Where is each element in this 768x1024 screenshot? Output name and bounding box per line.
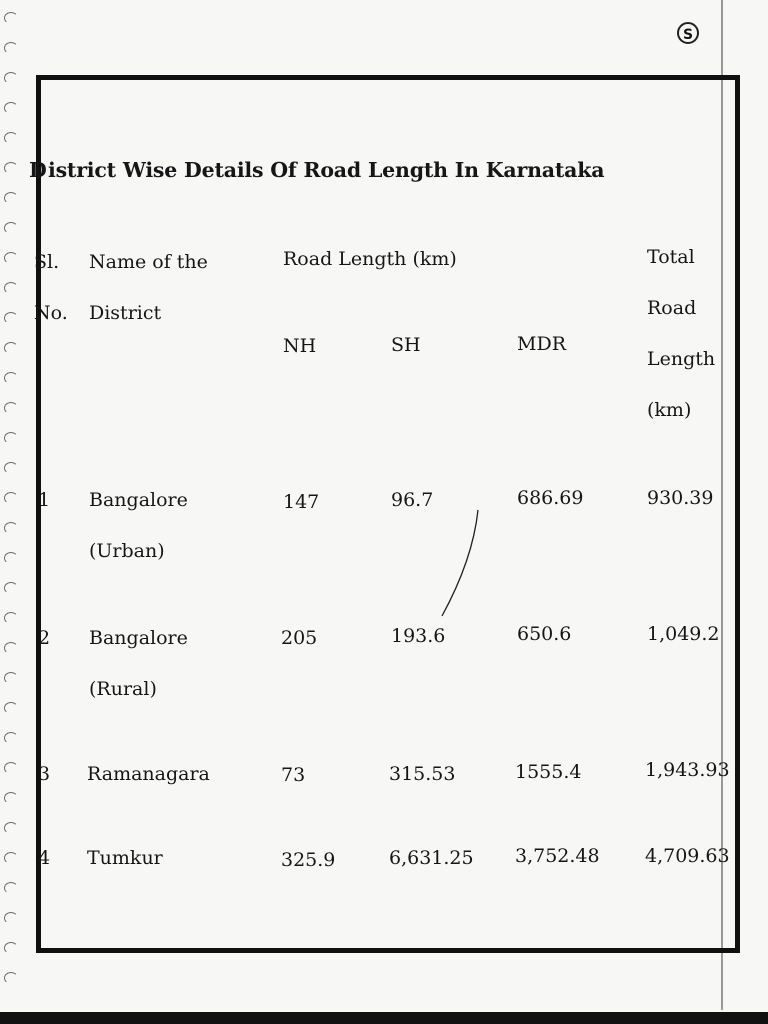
binder-hole [4,402,18,414]
title-text: istrict Wise Details Of Road Length In Karnataka [48,158,605,182]
binder-hole [4,882,18,894]
binder-hole [4,462,18,474]
header-sh: SH [391,334,421,356]
header-sl-line2: No. [34,302,68,324]
header-nh: NH [283,335,317,357]
header-district-line1: Name of the [89,251,208,273]
row-2-total: 1,049.2 [647,623,720,645]
binder-hole [4,912,18,924]
binder-hole [4,972,18,984]
row-1-mdr: 686.69 [517,487,584,509]
row-1-district-line2: (Urban) [89,540,165,562]
binder-hole [4,612,18,624]
row-1-sl: 1 [38,489,51,511]
binder-hole [4,762,18,774]
binder-hole [4,642,18,654]
table-frame [36,75,740,953]
binder-hole [4,522,18,534]
binder-hole [4,132,18,144]
binder-hole [4,72,18,84]
row-3-sh: 315.53 [389,763,456,785]
row-4-district-line1: Tumkur [87,847,163,869]
row-1-sh: 96.7 [391,489,434,511]
row-3-nh: 73 [281,764,306,786]
header-sl-line1: Sl. [34,251,60,273]
row-2-sh: 193.6 [391,625,446,647]
row-4-mdr: 3,752.48 [515,845,600,867]
row-4-total: 4,709.63 [645,845,730,867]
header-mdr: MDR [517,333,566,355]
page-mark-stamp: S [677,22,699,44]
header-district-line2: District [89,302,162,324]
row-2-district-line2: (Rural) [89,678,157,700]
row-2-nh: 205 [281,627,318,649]
row-2-district-line1: Bangalore [89,627,188,649]
binder-hole [4,942,18,954]
row-4-nh: 325.9 [281,849,336,871]
row-4-sl: 4 [38,847,51,869]
binder-hole [4,552,18,564]
binder-holes [4,0,26,1000]
binder-hole [4,432,18,444]
binder-hole [4,312,18,324]
binder-hole [4,42,18,54]
header-total-line2: Road [647,297,697,319]
pen-stroke-mark [438,508,486,620]
binder-hole [4,192,18,204]
binder-hole [4,252,18,264]
binder-hole [4,702,18,714]
row-1-total: 930.39 [647,487,714,509]
binder-hole [4,492,18,504]
binder-hole [4,672,18,684]
row-3-mdr: 1555.4 [515,761,582,783]
row-2-sl: 2 [38,627,51,649]
row-2-mdr: 650.6 [517,623,572,645]
row-3-total: 1,943.93 [645,759,730,781]
row-3-sl: 3 [38,763,51,785]
binder-hole [4,732,18,744]
header-total-line1: Total [647,246,695,268]
document-title [29,158,605,182]
binder-hole [4,282,18,294]
row-3-district-line1: Ramanagara [87,763,210,785]
binder-hole [4,792,18,804]
title-first-letter-clipped: D [29,158,47,182]
scan-bottom-bar [0,1012,768,1024]
binder-hole [4,102,18,114]
header-road-length: Road Length (km) [283,248,457,270]
header-total-line4: (km) [647,399,692,421]
binder-hole [4,342,18,354]
binder-hole [4,372,18,384]
row-1-nh: 147 [283,491,320,513]
binder-hole [4,222,18,234]
binder-hole [4,12,18,24]
row-4-sh: 6,631.25 [389,847,474,869]
binder-hole [4,582,18,594]
binder-hole [4,162,18,174]
binder-hole [4,822,18,834]
row-1-district-line1: Bangalore [89,489,188,511]
binder-hole [4,852,18,864]
header-total-line3: Length [647,348,716,370]
